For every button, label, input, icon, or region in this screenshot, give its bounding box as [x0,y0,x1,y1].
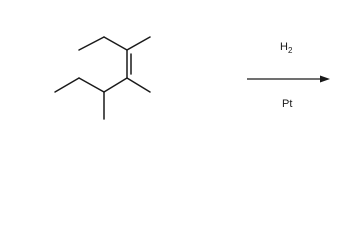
reagent-below: Pt [282,98,293,110]
bond-ethyl-terminal [79,37,104,50]
bond-ch-to-ethyl [79,78,104,92]
reaction-conditions [247,41,330,110]
bond-ethyl-to-alkene [104,37,127,50]
arrow-head-icon [320,76,330,83]
bond-methyl-upper [127,37,150,50]
reagent-above-element: H [280,41,288,53]
bond-ethyl-lower-terminal [55,78,79,92]
reagent-above-subscript: 2 [287,46,293,55]
bond-alkene-to-ch [104,78,127,92]
reagent-above [280,41,293,55]
reactant-molecule [55,37,150,119]
bond-methyl-lower [127,78,150,92]
